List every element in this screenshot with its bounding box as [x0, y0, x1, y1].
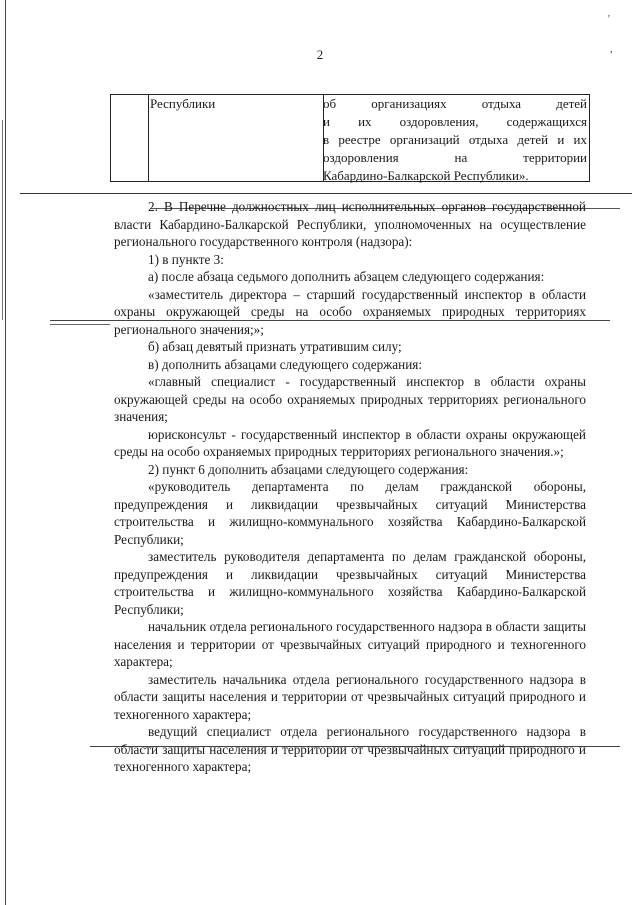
paragraph: б) абзац девятый признать утратившим силу;	[148, 339, 402, 354]
table-cell-description	[323, 95, 587, 181]
page-number: 2	[316, 47, 324, 62]
paragraph: 2. В Перечне должностных лиц исполнительных органов государственной власти Кабардино-Балкарской Республики, уполномоченных на осуществление регионального государственного контроля (надзора):	[114, 199, 586, 249]
paragraph: в) дополнить абзацами следующего содержания:	[148, 356, 422, 372]
scan-speck: ,	[610, 44, 613, 55]
paragraph: а) после абзаца седьмого дополнить абзацем следующего содержания:	[148, 269, 545, 284]
paragraph: 1) в пункте 3:	[148, 251, 224, 267]
paragraph: ведущий специалист отдела регионального государственного надзора в области защиты населения и территории от чрезвычайных ситуаций природного и техногенного характера;	[114, 724, 586, 774]
scan-edge-line-secondary	[2, 120, 3, 320]
paragraph: юрисконсульт - государственный инспектор в области охраны окружающей среды на особо охраняемых природных территориях регионального значения.»;	[114, 426, 586, 459]
paragraph: «руководитель департамента по делам гражданской обороны, предупреждения и ликвидации чрезвычайных ситуаций Министерства строительства и жилищно-коммунального хозяйства Кабардино-Балкарской Республики;	[114, 479, 586, 547]
table-cell-empty	[111, 95, 149, 181]
paragraph: 2) пункт 6 дополнить абзацами следующего содержания:	[148, 461, 469, 477]
table-line: Кабардино-Балкарской Республики».	[323, 168, 529, 183]
table-line: в реестре организаций отдыха детей и их	[323, 132, 587, 147]
scan-artifact-line	[50, 324, 110, 325]
table-cell-name: Республики	[149, 95, 324, 181]
table-fragment	[110, 94, 590, 182]
scan-speck: '	[608, 14, 610, 25]
document-body	[114, 198, 586, 776]
table-line: и их оздоровления, содержащихся	[323, 114, 587, 129]
paragraph: начальник отдела регионального государственного надзора в области защиты населения и территории от чрезвычайных ситуаций природного и техногенного характера;	[114, 619, 586, 669]
scan-artifact-line	[20, 193, 632, 194]
paragraph: заместитель руководителя департамента по делам гражданской обороны, предупреждения и ликвидации чрезвычайных ситуаций Министерства строительства и жилищно-коммунального хозяйства Кабардино-Балкарской Республики;	[114, 549, 586, 617]
scan-edge-line	[5, 0, 6, 905]
paragraph: заместитель начальника отдела регионального государственного надзора в области защиты населения и территории от чрезвычайных ситуаций природного и техногенного характера;	[114, 671, 586, 722]
table-line: оздоровления на территории	[323, 150, 587, 165]
paragraph: «заместитель директора – старший государственный инспектор в области охраны окружающей среды на особо охраняемых природных территориях регионального значения;»;	[114, 286, 586, 337]
table-line: об организациях отдыха детей	[323, 96, 587, 111]
paragraph: «главный специалист - государственный инспектор в области охраны окружающей среды на особо охраняемых природных территориях регионального значения;	[114, 374, 586, 424]
